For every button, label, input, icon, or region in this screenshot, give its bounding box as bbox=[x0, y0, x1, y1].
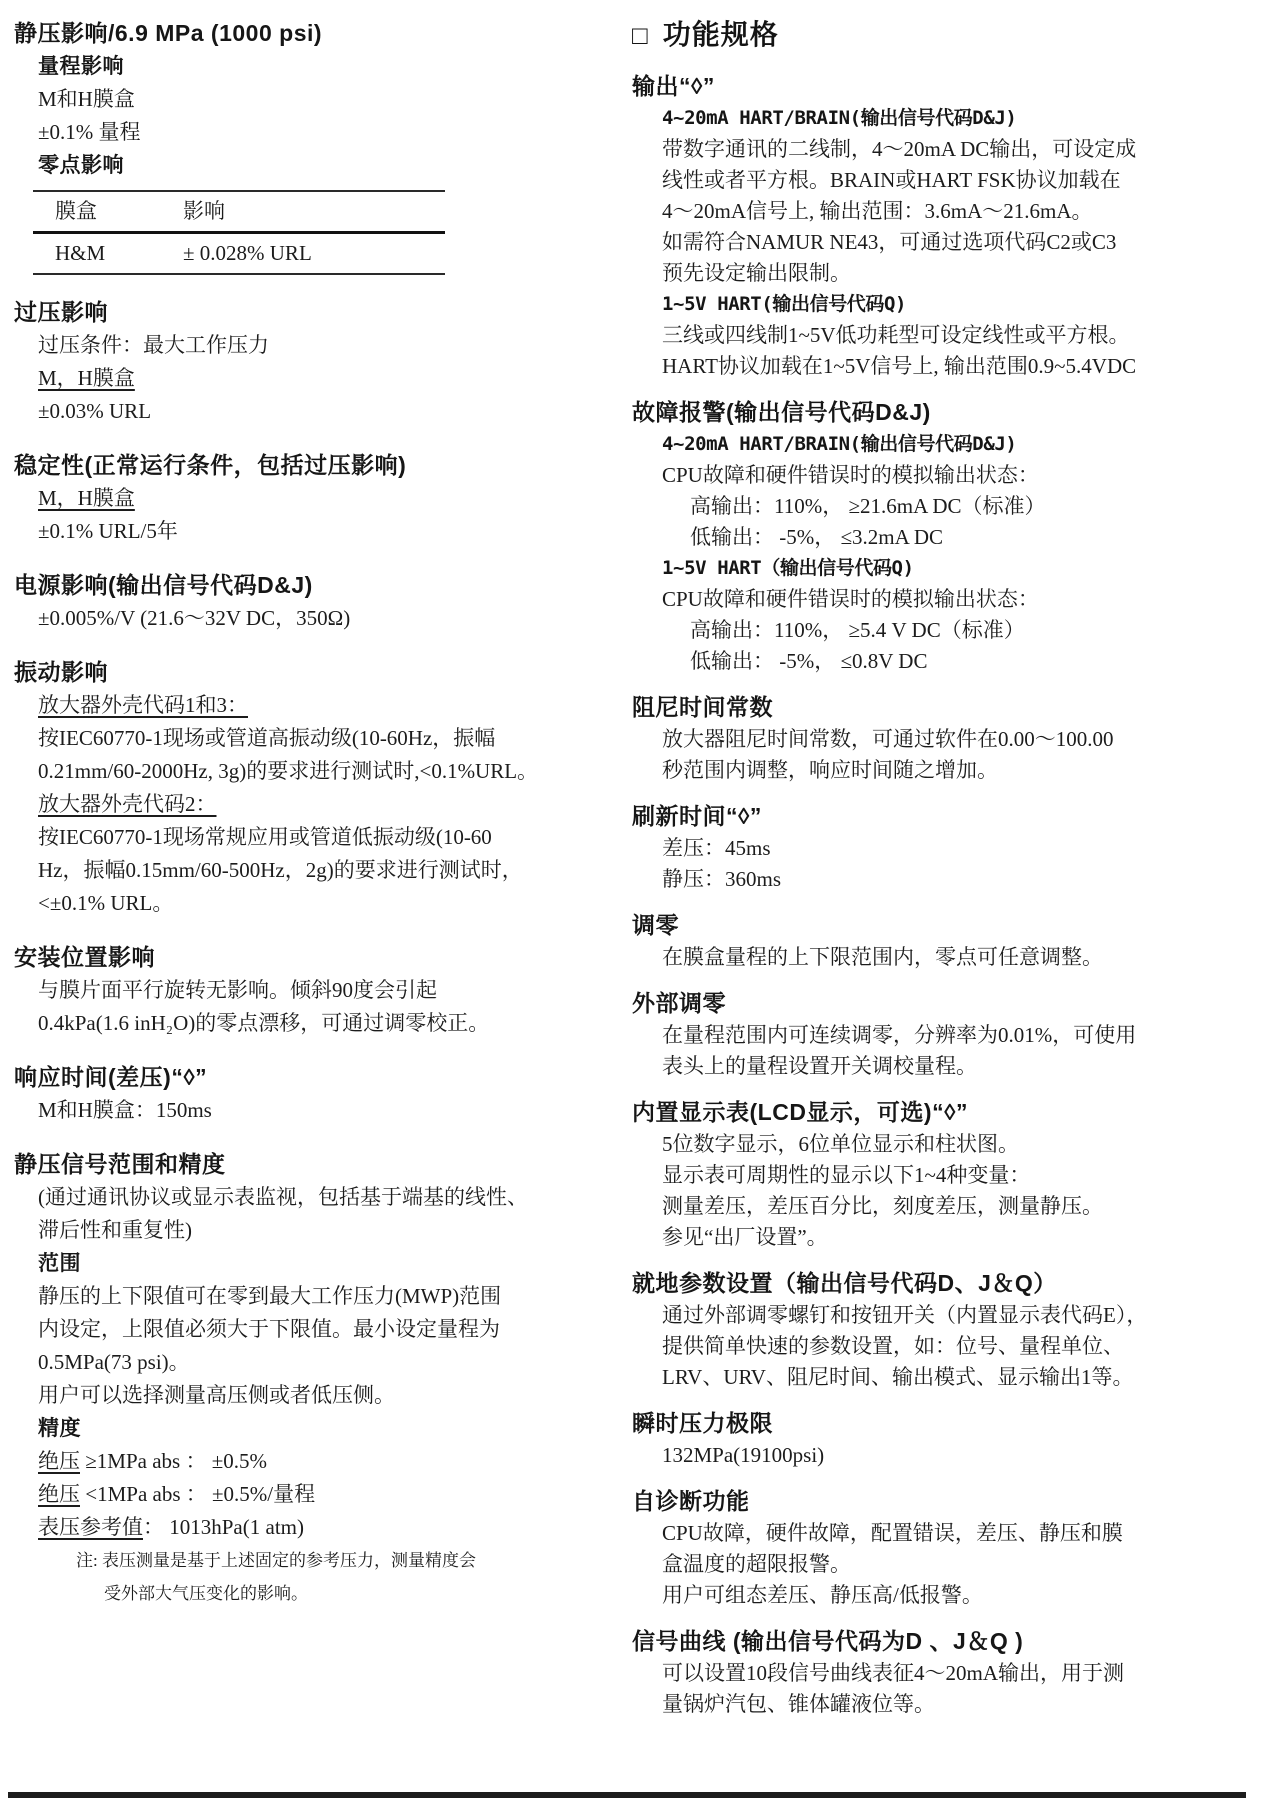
spec-line bbox=[14, 1445, 622, 1478]
spec-line: 滞后性和重复性) bbox=[38, 1218, 192, 1242]
underlined-term: 绝压 bbox=[38, 1449, 80, 1473]
line-text: ≥1MPa abs ： ±0.5% bbox=[80, 1449, 267, 1473]
spec-line: 按IEC60770-1现场常规应用或管道低振动级(10-60 bbox=[38, 825, 492, 849]
section-heading: 阻尼时间常数 bbox=[632, 694, 773, 720]
line-text: <1MPa abs ： ±0.5%/量程 bbox=[80, 1482, 316, 1506]
section-heading: 响应时间(差压)“◊” bbox=[14, 1064, 208, 1090]
underlined-term: 表压参考值 bbox=[38, 1515, 143, 1539]
spec-line: 用户可以选择测量高压侧或者低压侧。 bbox=[38, 1383, 395, 1407]
spec-line: 秒范围内调整，响应时间随之增加。 bbox=[662, 758, 998, 782]
spec-line: 预先设定输出限制。 bbox=[662, 261, 851, 285]
right-column bbox=[632, 14, 1278, 1720]
spec-line: ±0.03% URL bbox=[38, 399, 152, 423]
spec-line: 高输出：110%， ≥5.4 V DC（标准） bbox=[690, 618, 1025, 642]
spec-line: HART协议加载在1~5V信号上, 输出范围0.9~5.4VDC bbox=[662, 354, 1137, 378]
square-bullet-icon: □ bbox=[632, 20, 649, 50]
section-heading: 故障报警(输出信号代码D&J) bbox=[632, 399, 931, 425]
spec-line: ±0.1% 量程 bbox=[38, 120, 141, 144]
spec-line: CPU故障和硬件错误时的模拟输出状态： bbox=[662, 587, 1039, 611]
spec-line: 1~5V HART（输出信号代码Q) bbox=[662, 557, 914, 579]
table-header-cell: 膜盒 bbox=[55, 199, 97, 223]
spec-line: 可以设置10段信号曲线表征4～20mA输出，用于测 bbox=[662, 1661, 1124, 1685]
spec-section bbox=[14, 1147, 622, 1610]
spec-line: 0.4kPa(1.6 inH₂O)的零点漂移，可通过调零校正。 bbox=[38, 1011, 490, 1035]
section-heading: 过压影响 bbox=[14, 299, 108, 325]
spec-line: 零点影响 bbox=[38, 154, 124, 177]
table-cell: H&M bbox=[55, 241, 106, 265]
line-text: ： 1013hPa(1 atm) bbox=[143, 1515, 304, 1539]
section-heading: 振动影响 bbox=[14, 659, 108, 685]
spec-line: ±0.1% URL/5年 bbox=[38, 519, 178, 543]
spec-line: 受外部大气压变化的影响。 bbox=[104, 1584, 308, 1603]
spec-line: 用户可组态差压、静压高/低报警。 bbox=[662, 1583, 983, 1607]
section-heading: 信号曲线 (输出信号代码为D 、J＆Q ) bbox=[632, 1628, 1024, 1654]
spec-line: 提供简单快速的参数设置，如：位号、量程单位、 bbox=[662, 1334, 1124, 1358]
spec-line: 4~20mA HART/BRAIN(输出信号代码D&J) bbox=[662, 433, 1017, 455]
section-heading: 外部调零 bbox=[632, 990, 726, 1016]
spec-line: CPU故障和硬件错误时的模拟输出状态： bbox=[662, 463, 1039, 487]
spec-line: 高输出：110%， ≥21.6mA DC（标准） bbox=[690, 494, 1046, 518]
spec-line bbox=[14, 1511, 622, 1544]
spec-line: 三线或四线制1~5V低功耗型可设定线性或平方根。 bbox=[662, 323, 1130, 347]
table-row bbox=[33, 234, 445, 273]
spec-line: 注: 表压测量是基于上述固定的参考压力，测量精度会 bbox=[76, 1551, 476, 1570]
spec-line: 表头上的量程设置开关调校量程。 bbox=[662, 1054, 977, 1078]
spec-line: M，H膜盒 bbox=[38, 366, 135, 390]
spec-line: 放大器外壳代码2： bbox=[38, 792, 217, 816]
spec-line: 盒温度的超限报警。 bbox=[662, 1552, 851, 1576]
spec-section bbox=[632, 1266, 1278, 1393]
spec-line: 量锅炉汽包、锥体罐液位等。 bbox=[662, 1692, 935, 1716]
spec-section bbox=[14, 1060, 622, 1127]
section-heading: 稳定性(正常运行条件，包括过压影响) bbox=[14, 452, 407, 478]
spec-line: 范围 bbox=[38, 1252, 81, 1275]
spec-line: 参见“出厂设置”。 bbox=[662, 1225, 828, 1249]
spec-line: 132MPa(19100psi) bbox=[662, 1443, 825, 1467]
spec-section bbox=[14, 655, 622, 920]
spec-line: 1~5V HART(输出信号代码Q) bbox=[662, 293, 907, 315]
spec-section bbox=[14, 448, 622, 548]
spec-section bbox=[14, 940, 622, 1040]
spec-line: <±0.1% URL。 bbox=[38, 891, 174, 915]
spec-line: 放大器阻尼时间常数，可通过软件在0.00～100.00 bbox=[662, 727, 1114, 751]
spec-line: 精度 bbox=[38, 1417, 81, 1440]
functional-spec-title bbox=[632, 14, 1278, 56]
page-bottom-rule bbox=[8, 1792, 1246, 1798]
title-text: 功能规格 bbox=[662, 19, 779, 50]
spec-section bbox=[632, 1484, 1278, 1611]
spec-line: 静压的上下限值可在零到最大工作压力(MWP)范围 bbox=[38, 1284, 502, 1308]
spec-line: 量程影响 bbox=[38, 55, 124, 78]
spec-line: 内设定，上限值必须大于下限值。最小设定量程为 bbox=[38, 1317, 500, 1341]
table-cell: ± 0.028% URL bbox=[183, 241, 312, 265]
spec-section bbox=[632, 1624, 1278, 1720]
underlined-term: 绝压 bbox=[38, 1482, 80, 1506]
spec-line bbox=[14, 1478, 622, 1511]
spec-line: CPU故障，硬件故障，配置错误，差压、静压和膜 bbox=[662, 1521, 1123, 1545]
spec-line: 0.5MPa(73 psi)。 bbox=[38, 1350, 190, 1374]
effect-table bbox=[33, 190, 445, 275]
spec-line: 测量差压，差压百分比，刻度差压，测量静压。 bbox=[662, 1194, 1103, 1218]
spec-line: ±0.005%/V (21.6～32V DC，350Ω) bbox=[38, 606, 351, 630]
section-heading: 静压信号范围和精度 bbox=[14, 1151, 226, 1177]
spec-line: 线性或者平方根。BRAIN或HART FSK协议加载在 bbox=[662, 168, 1121, 192]
spec-section bbox=[632, 690, 1278, 786]
spec-line: M和H膜盒 bbox=[38, 87, 135, 111]
spec-section bbox=[14, 16, 622, 275]
spec-section bbox=[632, 395, 1278, 677]
spec-line: Hz，振幅0.15mm/60-500Hz，2g)的要求进行测试时， bbox=[38, 858, 523, 882]
spec-line: 静压：360ms bbox=[662, 867, 782, 891]
spec-line: 过压条件：最大工作压力 bbox=[38, 333, 269, 357]
spec-line: 低输出： -5%， ≤3.2mA DC bbox=[690, 525, 944, 549]
section-heading: 调零 bbox=[632, 912, 679, 938]
section-heading: 安装位置影响 bbox=[14, 944, 155, 970]
spec-section bbox=[14, 568, 622, 635]
section-heading: 就地参数设置（输出信号代码D、J＆Q） bbox=[632, 1270, 1057, 1296]
spec-line: 带数字通讯的二线制，4～20mA DC输出，可设定成 bbox=[662, 137, 1137, 161]
spec-line: 在量程范围内可连续调零，分辨率为0.01%，可使用 bbox=[662, 1023, 1137, 1047]
spec-line: 在膜盒量程的上下限范围内，零点可任意调整。 bbox=[662, 945, 1103, 969]
spec-line: M，H膜盒 bbox=[38, 486, 135, 510]
spec-section bbox=[632, 799, 1278, 895]
spec-line: 显示表可周期性的显示以下1~4种变量： bbox=[662, 1163, 1031, 1187]
spec-line: 4～20mA信号上, 输出范围：3.6mA～21.6mA。 bbox=[662, 199, 1093, 223]
section-heading: 内置显示表(LCD显示，可选)“◊” bbox=[632, 1099, 968, 1125]
spec-section bbox=[632, 69, 1278, 382]
spec-line: 通过外部调零螺钉和按钮开关（内置显示表代码E）， bbox=[662, 1303, 1148, 1327]
spec-section bbox=[632, 908, 1278, 973]
section-heading: 瞬时压力极限 bbox=[632, 1410, 773, 1436]
spec-section bbox=[632, 986, 1278, 1082]
spec-line: 放大器外壳代码1和3： bbox=[38, 693, 248, 717]
spec-line: 如需符合NAMUR NE43，可通过选项代码C2或C3 bbox=[662, 230, 1117, 254]
spec-section bbox=[632, 1406, 1278, 1471]
spec-line: 与膜片面平行旋转无影响。倾斜90度会引起 bbox=[38, 978, 437, 1002]
spec-line: 4~20mA HART/BRAIN(输出信号代码D&J) bbox=[662, 107, 1017, 129]
table-header-row bbox=[33, 192, 445, 234]
section-heading: 静压影响/6.9 MPa (1000 psi) bbox=[14, 20, 323, 46]
spec-line: 5位数字显示，6位单位显示和柱状图。 bbox=[662, 1132, 1019, 1156]
spec-line: (通过通讯协议或显示表监视，包括基于端基的线性、 bbox=[38, 1185, 528, 1209]
spec-line: 低输出： -5%， ≤0.8V DC bbox=[690, 649, 928, 673]
table-header-cell: 影响 bbox=[183, 199, 225, 223]
spec-line: LRV、URV、阻尼时间、输出模式、显示输出1等。 bbox=[662, 1365, 1134, 1389]
section-heading: 自诊断功能 bbox=[632, 1488, 750, 1514]
section-heading: 电源影响(输出信号代码D&J) bbox=[14, 572, 313, 598]
spec-section bbox=[14, 295, 622, 428]
spec-line: M和H膜盒：150ms bbox=[38, 1098, 212, 1122]
section-heading: 刷新时间“◊” bbox=[632, 803, 762, 829]
section-heading: 输出“◊” bbox=[632, 73, 715, 99]
spec-line: 差压：45ms bbox=[662, 836, 771, 860]
spec-line: 0.21mm/60-2000Hz, 3g)的要求进行测试时,<0.1%URL。 bbox=[38, 759, 539, 783]
left-column bbox=[14, 10, 622, 1610]
spec-line: 按IEC60770-1现场或管道高振动级(10-60Hz，振幅 bbox=[38, 726, 496, 750]
spec-section bbox=[632, 1095, 1278, 1253]
